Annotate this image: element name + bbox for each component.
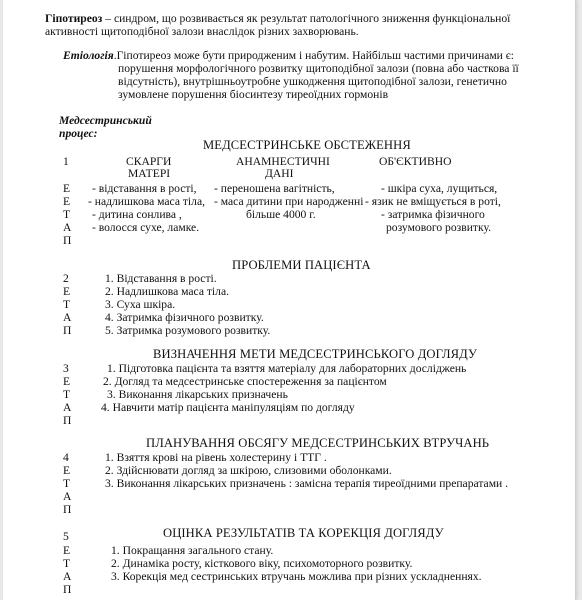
stage5-item-2: 2. Динаміка росту, кісткового віку, психомоторного розвитку. — [111, 557, 413, 570]
stage1-number: 1 — [63, 155, 69, 168]
stage1-col3-header: ОБ'ЄКТИВНО — [379, 155, 452, 168]
definition-text-1: – синдром, що розвивається як результат патологічного зниження функціональної — [102, 12, 511, 25]
stage4-letter-a: А — [63, 490, 72, 503]
stage5-title: ОЦІНКА РЕЗУЛЬТАТІВ ТА КОРЕКЦІЯ ДОГЛЯДУ — [163, 526, 444, 540]
stage5-item-1: 1. Покращання загального стану. — [111, 544, 274, 557]
etiology-line-3: відсутність), внутрішньоутробне ушкодження щитоподібної залози, генетично — [118, 75, 507, 88]
stage3-number: 3 — [63, 362, 69, 375]
stage1-complaint-2: - надлишкова маса тіла, — [88, 195, 205, 208]
stage2-title: ПРОБЛЕМИ ПАЦІЄНТА — [232, 258, 371, 272]
stage1-col2-header-1: АНАМНЕСТИЧНІ — [236, 155, 330, 168]
etiology-line-4: зумовлене порушення біосинтезу тиреоїдних гормонів — [118, 88, 389, 101]
stage2-number: 2 — [63, 272, 69, 285]
stage2-item-5: 5. Затримка розумового розвитку. — [105, 324, 271, 337]
stage5-number: 5 — [63, 530, 69, 543]
stage3-letter-p: П — [63, 414, 72, 427]
stage5-letter-t: Т — [63, 557, 71, 570]
definition-term: Гіпотиреоз — [45, 12, 103, 25]
definition-line-2: активності щитоподібної залози внаслідок різних захворювань. — [45, 25, 359, 38]
stage3-item-3: 3. Виконання лікарських призначень — [107, 388, 288, 401]
process-heading-line-1: Медсестринський — [59, 114, 152, 127]
stage1-letter-a: А — [63, 221, 72, 234]
stage2-letter-p: П — [63, 324, 72, 337]
stage1-objective-3: - затримка фізичного — [381, 208, 485, 221]
stage1-history-1: - перенoшена вагітність, — [214, 182, 335, 195]
stage4-letter-e: Е — [63, 464, 71, 477]
stage3-letter-a: А — [63, 401, 72, 414]
stage1-letter-t: Т — [63, 208, 71, 221]
stage5-letter-a: А — [63, 570, 72, 583]
stage1-objective-2: - язик не вміщується в роті, — [365, 195, 501, 208]
stage4-letter-t: Т — [63, 477, 71, 490]
stage1-letter-e: Е — [63, 182, 71, 195]
etiology-line-2: порушення морфологічного розвитку щитоподібної залози (повна або часткова її — [118, 62, 519, 75]
stage3-item-2: 2. Догляд та медсестринське спостереження за пацієнтом — [103, 375, 387, 388]
stage1-col2-header-2: ДАНІ — [265, 167, 294, 180]
stage1-letter-e2: Е — [63, 195, 71, 208]
stage2-item-1: 1. Відставання в рості. — [105, 272, 217, 285]
stage5-letter-p: П — [63, 583, 72, 596]
stage2-letter-t: Т — [63, 298, 71, 311]
stage1-complaint-1: - відставання в рості, — [92, 182, 197, 195]
etiology-term: Етіологія — [63, 49, 114, 62]
stage1-col1-header-2: МАТЕРІ — [128, 167, 171, 180]
process-heading-line-2: процес: — [59, 127, 98, 140]
stage1-complaint-4: - волосся сухе, ламке. — [92, 221, 200, 234]
etiology-text-1: .Гіпотиреоз може бути природженим і набутим. Найбільш частими причинами є: — [113, 49, 514, 62]
stage4-title: ПЛАНУВАННЯ ОБСЯГУ МЕДСЕСТРИНСЬКИХ ВТРУЧАНЬ — [146, 436, 490, 450]
stage1-history-2: - маса дитини при народженні — [214, 195, 364, 208]
stage4-item-1: 1. Взяття крові на рівень холестерину і ТТГ . — [105, 451, 327, 464]
stage1-history-3: більше 4000 г. — [246, 208, 316, 221]
definition-line-1 — [45, 12, 510, 25]
stage3-letter-e: Е — [63, 375, 71, 388]
stage4-item-3: 3. Виконання лікарських призначень : замісна терапія тиреоїдними препаратами . — [105, 477, 509, 490]
stage2-item-4: 4. Затримка фізичного розвитку. — [105, 311, 264, 324]
stage2-letter-a: А — [63, 311, 72, 324]
stage1-title: МЕДСЕСТРИНСЬКЕ ОБСТЕЖЕННЯ — [203, 138, 411, 152]
stage3-letter-t: Т — [63, 388, 71, 401]
stage4-letter-p: П — [63, 503, 72, 516]
stage2-item-3: 3. Суха шкіра. — [105, 298, 176, 311]
stage2-letter-e: Е — [63, 285, 71, 298]
stage4-item-2: 2. Здійснювати догляд за шкірою, слизовими оболонками. — [105, 464, 392, 477]
stage3-title: ВИЗНАЧЕННЯ МЕТИ МЕДСЕСТРИНСЬКОГО ДОГЛЯДУ — [153, 347, 478, 361]
stage1-objective-1: - шкіра суха, лущиться, — [381, 182, 498, 195]
stage4-number: 4 — [63, 451, 69, 464]
stage3-item-4: 4. Навчити матір пацієнта маніпуляціям по догляду — [101, 401, 355, 414]
etiology-line-1 — [63, 49, 514, 62]
stage1-objective-4: розумового розвитку. — [386, 221, 491, 234]
stage5-item-3: 3. Корекція мед сестринських втручань можлива при різних ускладненнях. — [111, 570, 482, 583]
stage1-letter-p: П — [63, 234, 72, 247]
stage2-item-2: 2. Надлишкова маса тіла. — [105, 285, 229, 298]
document-page — [3, 0, 576, 600]
stage5-letter-e: Е — [63, 544, 71, 557]
stage1-complaint-3: - дитина сонлива , — [92, 208, 182, 221]
stage1-col1-header-1: СКАРГИ — [126, 155, 172, 168]
stage3-item-1: 1. Підготовка пацієнта та взяття матеріалу для лабораторних досліджень — [107, 362, 467, 375]
